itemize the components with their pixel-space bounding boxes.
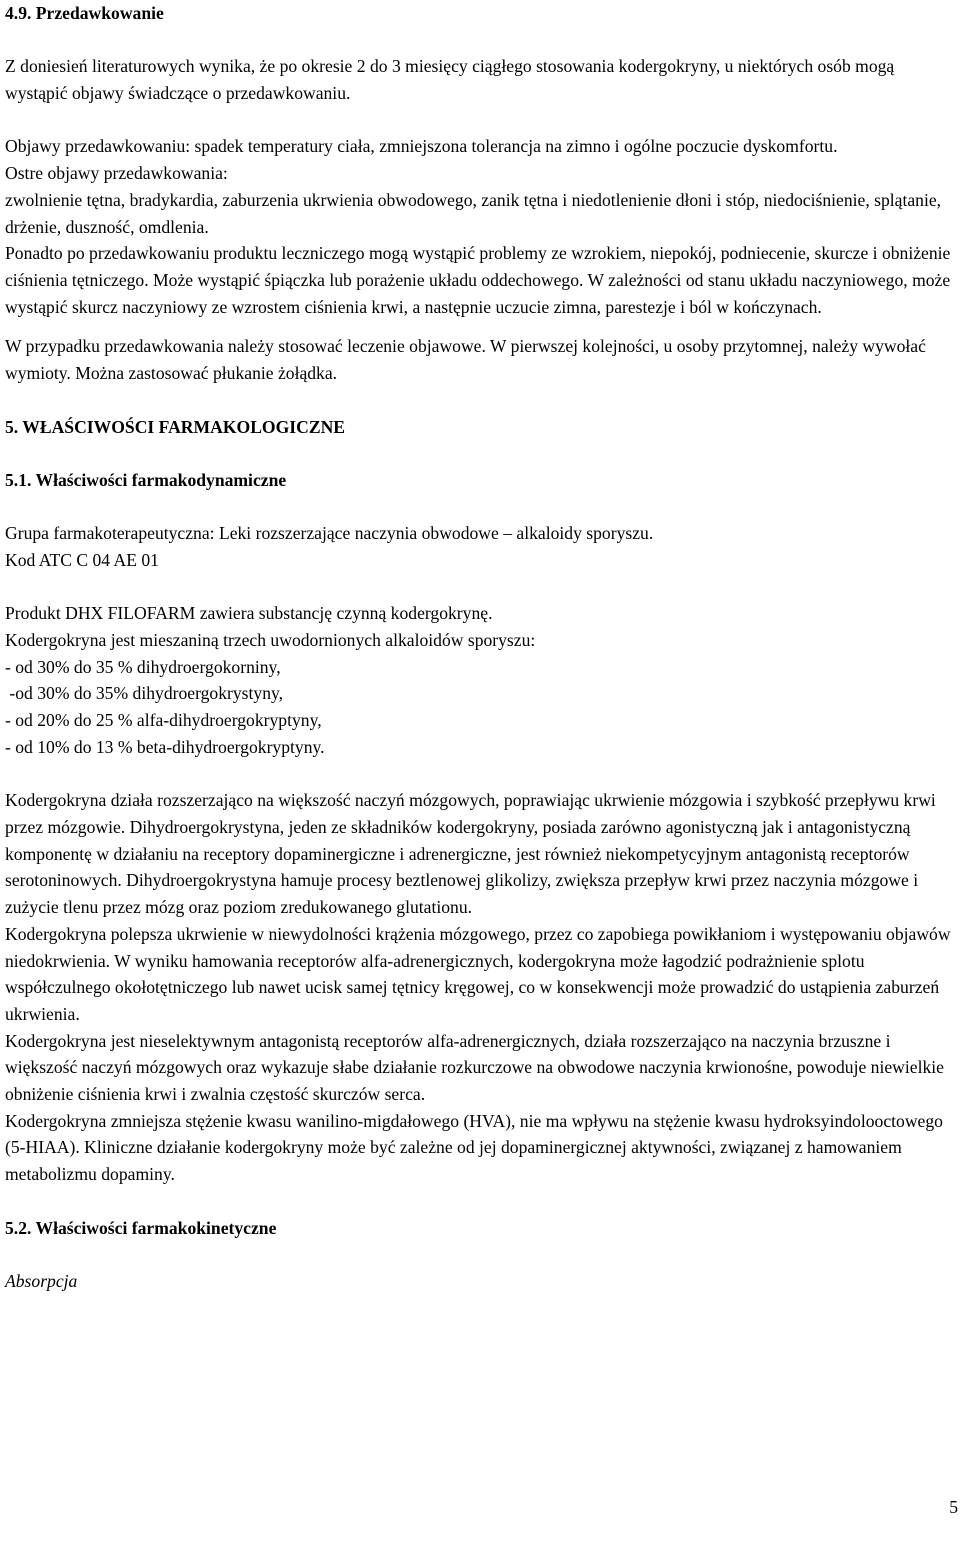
- section-heading-5: 5. WŁAŚCIWOŚCI FARMAKOLOGICZNE: [5, 416, 346, 437]
- list-item: - od 10% do 13 % beta-dihydroergokryptyny.: [5, 736, 325, 757]
- paragraph-overdose-treatment: W przypadku przedawkowania należy stosować leczenie objawowe. W pierwszej kolejności, u osoby przytomnej, należy wywołać wymioty. Można zastosować płukanie żołądka.: [5, 336, 926, 384]
- page-number: 5: [949, 1497, 958, 1517]
- components-list: [5, 654, 954, 761]
- paragraph-acute-symptoms-label: Ostre objawy przedawkowania:: [5, 163, 228, 184]
- paragraph-pharmacotherapeutic-group: Grupa farmakoterapeutyczna: Leki rozszerzające naczynia obwodowe – alkaloidy sporyszu.: [5, 523, 654, 544]
- list-item: - od 20% do 25 % alfa-dihydroergokryptyny,: [5, 710, 322, 731]
- list-item: - od 30% do 35 % dihydroergokorniny,: [5, 656, 281, 677]
- paragraph-overdose-symptoms: Objawy przedawkowaniu: spadek temperatury ciała, zmniejszona tolerancja na zimno i ogólne poczucie dyskomfortu.: [5, 136, 838, 157]
- paragraph-action-antagonist: Kodergokryna jest nieselektywnym antagonistą receptorów alfa-adrenergicznych, działa rozszerzająco na naczynia brzuszne i większość naczyń mózgowych oraz wykazuje słabe działanie rozkurczowe na obwodowe naczynia krwionośne, powoduje niewielkie obniżenie ciśnienia krwi i zwalnia częstość skurczów serca.: [5, 1030, 944, 1105]
- paragraph-action-circulation: Kodergokryna polepsza ukrwienie w niewydolności krążenia mózgowego, przez co zapobiega powikłaniom i występowaniu objawów niedokrwienia. W wyniku hamowania receptorów alfa-adrenergicznych, kodergokryna może łagodzić podrażnienie splotu współczulnego okołotętniczego lub nawet ucisk samej tętnicy kręgowej, co w konsekwencji może prowadzić do ustąpienia zaburzeń ukrwienia.: [5, 923, 951, 1024]
- paragraph-atc-code: Kod ATC C 04 AE 01: [5, 549, 159, 570]
- paragraph-action-cerebral: Kodergokryna działa rozszerzająco na większość naczyń mózgowych, poprawiając ukrwienie mózgowia i szybkość przepływu krwi przez mózgowie. Dihydroergokrystyna, jeden ze składników kodergokryny, posiada zarówno agonistyczną jak i antagonistyczną komponentę w działaniu na receptory dopaminergiczne i adrenergiczne, jest również niekompetycyjnym antagonistą receptorów serotoninowych. Dihydroergokrystyna hamuje procesy beztlenowej glikolizy, zwiększa przepływ krwi przez naczynia mózgowe i zużycie tlenu przez mózg oraz poziom zredukowanego glutationu.: [5, 790, 936, 918]
- spacer: [5, 27, 954, 54]
- list-item: -od 30% do 35% dihydroergokrystyny,: [5, 683, 284, 704]
- spacer: [5, 494, 954, 521]
- paragraph-mixture-description: Kodergokryna jest mieszaniną trzech uwodornionych alkaloidów sporyszu:: [5, 630, 536, 651]
- spacer: [5, 761, 954, 788]
- paragraph-product-substance: Produkt DHX FILOFARM zawiera substancję czynną kodergokrynę.: [5, 603, 493, 624]
- spacer: [5, 1241, 954, 1268]
- paragraph-action-hva: Kodergokryna zmniejsza stężenie kwasu wanilino-migdałowego (HVA), nie ma wpływu na stężenie kwasu hydroksyindolooctowego (5-HIAA). Kliniczne działanie kodergokryny może być zależne od jej dopaminergicznej aktywności, związanej z hamowaniem metabolizmu dopaminy.: [5, 1110, 943, 1185]
- paragraph-additional-symptoms: Ponadto po przedawkowaniu produktu leczniczego mogą wystąpić problemy ze wzrokiem, niepokój, podniecenie, skurcze i obniżenie ciśnienia tętniczego. Może wystąpić śpiączka lub porażenie układu oddechowego. W zależności od stanu układu naczyniowego, może wystąpić skurcz naczyniowy ze wzrostem ciśnienia krwi, a następnie uczucie zimna, parestezje i ból w kończynach.: [5, 243, 951, 317]
- spacer: [5, 320, 954, 333]
- spacer: [5, 440, 954, 467]
- section-heading-5-1: 5.1. Właściwości farmakodynamiczne: [5, 469, 287, 490]
- spacer: [5, 387, 954, 414]
- section-heading-4-9: 4.9. Przedawkowanie: [5, 3, 164, 23]
- section-heading-5-2: 5.2. Właściwości farmakokinetyczne: [5, 1217, 277, 1238]
- spacer: [5, 1188, 954, 1215]
- spacer: [5, 107, 954, 134]
- subheading-absorption: Absorpcja: [5, 1270, 78, 1291]
- paragraph-overdose-reports: Z doniesień literaturowych wynika, że po okresie 2 do 3 miesięcy ciągłego stosowania kodergokryny, u niektórych osób mogą wystąpić objawy świadczące o przedawkowaniu.: [5, 56, 895, 104]
- spacer: [5, 574, 954, 601]
- paragraph-acute-symptoms-list: zwolnienie tętna, bradykardia, zaburzenia ukrwienia obwodowego, zanik tętna i niedotlenienie dłoni i stóp, niedociśnienie, splątanie, drżenie, duszność, omdlenia.: [5, 189, 942, 237]
